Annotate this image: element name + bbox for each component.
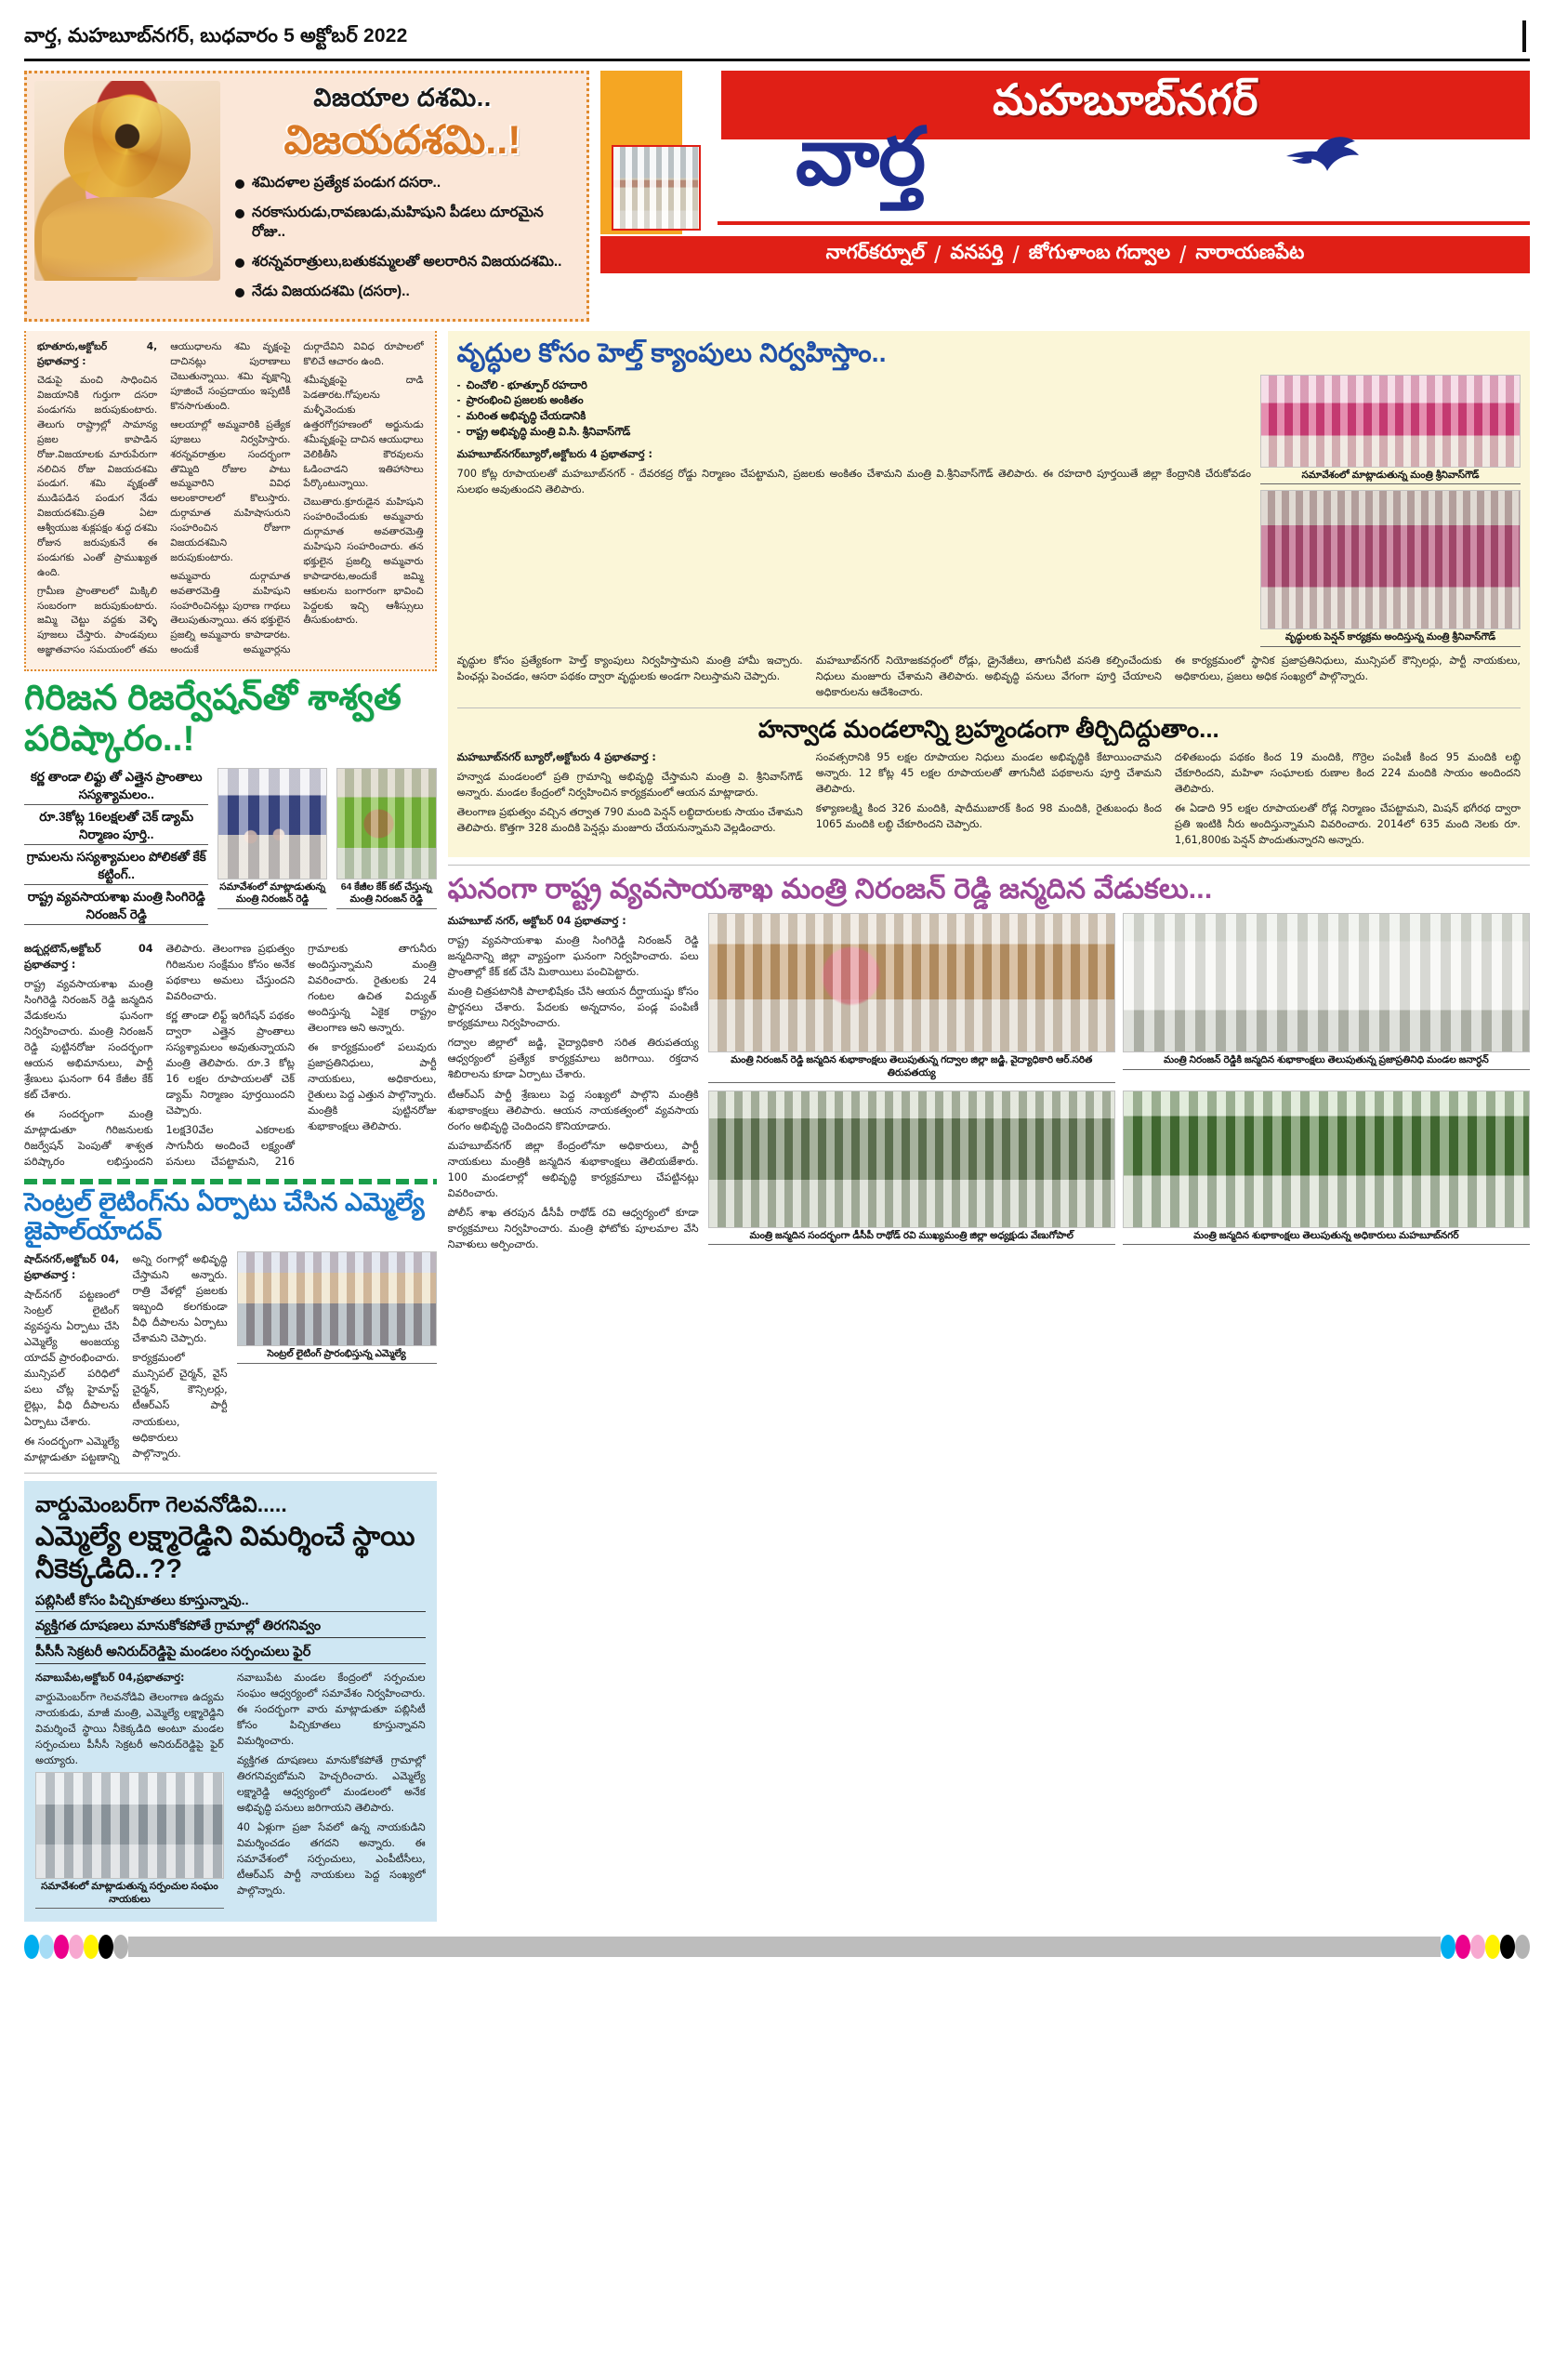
edge-registration-mark — [1522, 20, 1526, 52]
green-photo-meeting — [217, 768, 326, 879]
hanwada-paragraph: కళ్యాణలక్ష్మి కింద 326 మందికి, షాదీముబారక్ కింద 98 మందికి, రైతుబంధు కింద 1065 మందికి లబ్ధి చేకూరిందని చెప్పారు. — [815, 801, 1162, 830]
criticism-photo-caption: సమావేశంలో మాట్లాడుతున్న సర్పంచుల సంఘం నాయకులు — [35, 1879, 224, 1909]
masthead-main — [600, 71, 1530, 234]
birthday-paragraph: టీఆర్ఎస్ పార్టీ శ్రేణులు పెద్ద సంఖ్యలో పాల్గొని మంత్రికి శుభాకాంక్షలు తెలిపారు. ఆయన నాయకత్వంలో వ్యవసాయ రంగం అభివృద్ధి చెందిందని కొనియాడారు. — [447, 1088, 699, 1132]
edition-separator: / — [1179, 240, 1187, 269]
birthday-paragraph: మంత్రి చిత్రపటానికి పాలాభిషేకం చేసి ఆయన దీర్ఘాయుష్షు కోసం ప్రార్థనలు చేశారు. పేదలకు అన్నదానం, పండ్ల పంపిణీ కార్యక్రమాలు నిర్వహించారు. — [447, 985, 699, 1030]
reg-dot-light-magenta — [1470, 1935, 1485, 1959]
birthday-text-column — [448, 913, 699, 1255]
green-paragraph: రాష్ట్ర వ్యవసాయశాఖ మంత్రి సింగిరెడ్డి నిరంజన్ రెడ్డి జన్మదిన వేడుకలను ఘనంగా నిర్వహించారు. మంత్రి నిరంజన్ రెడ్డి పుట్టినరోజు సందర్భంగా ఆయన అభిమానులు, పార్టీ శ్రేణులు ఘనంగా 64 కేజీల కేక్ కట్ చేశారు. — [24, 978, 153, 1102]
dasara-bullet-list — [228, 174, 577, 302]
birthday-photo-3-caption: మంత్రి జన్మదిన సందర్భంగా డీసీపీ రాథోడ్ రవి ముఖ్యమంత్రి జిల్లా అధ్యక్షుడు వేణుగోపాల్ — [708, 1228, 1115, 1246]
health-paragraph: ఈ కార్యక్రమంలో స్థానిక ప్రజాప్రతినిధులు, మున్సిపల్ కౌన్సిలర్లు, పార్టీ నాయకులు, అధికారులు, ప్రజలు అధిక సంఖ్యలో పాల్గొన్నారు. — [1174, 654, 1521, 682]
dateline-paper-name: వార్త — [24, 25, 57, 46]
dasara-headline: విజయదశమి..! — [283, 117, 521, 163]
reg-dot-gray — [113, 1935, 128, 1959]
criticism-headline: ఎమ్మెల్యే లక్ష్మారెడ్డిని విమర్శించే స్థాయి నీకెక్కడిది..?? — [35, 1522, 415, 1584]
dasara-paragraph: చెడుపై మంచి సాధించిన విజయానికి గుర్తుగా దసరా పండుగను జరుపుకుంటారు. తెలుగు రాష్ట్రాల్లో సామాన్య ప్రజల కాపాడిన రోజు.విజయాలకు మారుపేరుగా నలిచిన రోజు విజయదశమి పండుగ. శమి వృక్షంతో ముడిపడిన పండుగ నేడు విజయదశమి.ప్రతి ఏటా ఆశ్వీయుజ శుక్లపక్షం శుద్ధ దశమి రోజున జరుపుకునే ఈ పండుగకు ఎంతో ప్రాముఖ్యత ఉంది. — [37, 375, 158, 578]
health-photo-column — [1260, 375, 1521, 647]
health-headline: వృద్ధుల కోసం హెల్త్ క్యాంపులు నిర్వహిస్తాం.. — [456, 338, 887, 368]
birthday-photo-officials — [1123, 1091, 1530, 1228]
lighting-paragraph: షాద్‌నగర్ పట్టణంలో సెంట్రల్ లైటింగ్ వ్యవస్థను ఏర్పాటు చేసి ఎమ్మెల్యే అంజయ్య యాదవ్ ప్రారంభించారు. మున్సిపల్ పరిధిలో పలు చోట్ల హైమాస్ట్ లైట్లు, వీధి దీపాలను ఏర్పాటు చేశారు. — [24, 1289, 120, 1428]
birthday-photo-grid — [708, 913, 1530, 1255]
health-intro-text — [457, 446, 1251, 497]
health-bullet: - మరింత అభివృద్ధి చేయడానికి — [457, 409, 1251, 425]
edition-separator: / — [1012, 240, 1020, 269]
birthday-paragraph: మహబూబ్‌నగర్ జిల్లా కేంద్రంలోనూ అధికారులు, పార్టీ నాయకులు మంత్రికి జన్మదిన శుభాకాంక్షలు తెలియజేశారు. 100 మండలాల్లో అభివృద్ధి కార్యక్రమాలు చేపట్టినట్లు వివరించారు. — [447, 1139, 699, 1199]
health-paragraph: మహబూబ్‌నగర్ నియోజకవర్గంలో రోడ్లు, డ్రైనేజీలు, తాగునీటి వసతి కల్పించేందుకు నిధులు మంజూరు చేశామని తెలిపారు. అభివృద్ధి పనులు వేగంగా పూర్తి చేయాలని అధికారులను ఆదేశించారు. — [815, 654, 1162, 698]
lighting-body-row — [24, 1251, 437, 1464]
green-photo-1-caption: సమావేశంలో మాట్లాడుతున్న మంత్రి నిరంజన్ రెడ్డి — [217, 879, 326, 909]
reg-dot-black — [99, 1935, 113, 1959]
dateline-place-date: , మహబూబ్‌నగర్, బుధవారం 5 అక్టోబర్ 2022 — [56, 25, 408, 46]
birthday-photo-row-1 — [708, 913, 1530, 1082]
edition-nagarkurnool[interactable]: నాగర్‌కర్నూల్ — [825, 241, 926, 263]
reg-dot-light-cyan — [39, 1935, 54, 1959]
dasara-bullet: శరన్నవరాత్రులు,బతుకమ్మలతో అలరారిన విజయదశమి.. — [233, 253, 577, 272]
left-column — [24, 331, 437, 1922]
registration-marks-row — [24, 1922, 1530, 1974]
green-paragraph: 1లక్ష30వేల ఎకరాలకు సాగునీరు అందించే లక్ష్యంతో పనులు చేపట్టామని, 216 గ్రామాలకు తాగునీరు అందిస్తున్నామని మంత్రి వివరించారు. రైతులకు 24 గంటల ఉచిత విద్యుత్ అందిస్తున్న ఏకైక రాష్ట్రం తెలంగాణ అని అన్నారు. — [165, 943, 437, 1169]
birthday-photo-4-caption: మంత్రి జన్మదిన శుభాకాంక్షలు తెలుపుతున్న అధికారులు మహబూబ్‌నగర్ — [1123, 1228, 1530, 1246]
durga-devi-photo — [34, 81, 220, 281]
health-photo-1-caption: సమావేశంలో మాట్లాడుతున్న మంత్రి శ్రీనివాస్‌గౌడ్ — [1260, 468, 1521, 485]
green-paragraph: ఈ కార్యక్రమంలో పలువురు ప్రజాప్రతినిధులు, పార్టీ నాయకులు, అధికారులు, రైతులు పెద్ద ఎత్తున పాల్గొన్నారు. మంత్రికి పుట్టినరోజు శుభాకాంక్షలు తెలిపారు. — [308, 1041, 437, 1133]
dasara-paragraph: చెబుతారు.క్రూరుడైన మహిషుని సంహరించేందుకు అమ్మవారు దుర్గామాత అవతారమెత్తి మహిషుని సంహరించారు. తన భక్తులైన ప్రజల్ని అమ్మవారు కాపాడారట,అందుకే జమ్మి ఆకులను బంగారంగా భావించి పెద్దలకు ఇచ్చి ఆశీస్సులు తీసుకుంటారు. — [303, 496, 424, 627]
birthday-paragraph: పోలీస్ శాఖ తరపున డీసీపీ రాథోడ్ రవి ఆధ్వర్యంలో కూడా కార్యక్రమాలు నిర్వహించారు. మంత్రి ఫోటోకు పూలమాల వేసి నివాళులు అర్పించారు. — [447, 1206, 699, 1250]
masthead-dam-photo — [612, 145, 701, 231]
right-column-divider — [448, 865, 1530, 866]
lighting-paragraph: కార్యక్రమంలో మున్సిపల్ చైర్మన్, వైస్ చైర్మన్, కౌన్సిలర్లు, టీఆర్ఎస్ పార్టీ నాయకులు, అధికారులు పాల్గొన్నారు. — [132, 1352, 228, 1460]
dasara-promo-box — [24, 71, 589, 322]
reg-dot-cyan — [24, 1935, 39, 1959]
green-kicker: రూ.3కోట్ల 16లక్షలతో చెక్ డ్యామ్ నిర్మాణం పూర్తి.. — [24, 808, 208, 845]
hanwada-paragraph: సంవత్సరానికి 95 లక్షల రూపాయల నిధులు మండల అభివృద్ధికి కేటాయించామని అన్నారు. 12 కోట్ల 45 లక్షల రూపాయలతో తాగునీటి పథకాలను పూర్తి చేశామని తెలిపారు. — [815, 750, 1162, 795]
birthday-body-row — [448, 913, 1530, 1255]
criticism-photo-wrap — [35, 1772, 224, 1909]
reg-dot-yellow — [84, 1935, 99, 1959]
lighting-photo — [237, 1251, 437, 1346]
hanwada-paragraph: హన్వాడ మండలంలో ప్రతి గ్రామాన్ని అభివృద్ధి చేస్తామని మంత్రి వి. శ్రీనివాస్‌గౌడ్ అన్నారు. మండల కేంద్రంలో నిర్వహించిన కార్యక్రమంలో ఆయన మాట్లాడారు. — [456, 770, 803, 799]
lighting-photo-wrap — [237, 1251, 437, 1464]
dasara-text-block — [228, 81, 577, 311]
hanwada-paragraph: తెలంగాణ ప్రభుత్వం వచ్చిన తర్వాత 790 మంది పెన్షన్ లబ్ధిదారులకు సాయం చేశామని తెలిపారు. కొత్తగా 328 మందికి పెన్షన్లు మంజూరు చేయనున్నామని వెల్లడించారు. — [456, 805, 803, 834]
dasara-byline: భూతూరు,అక్టోబర్ 4, ప్రభాతవార్త : — [37, 341, 158, 368]
reg-dot-cyan — [1441, 1935, 1455, 1959]
lighting-photo-caption: సెంట్రల్ లైటింగ్ ప్రారంభిస్తున్న ఎమ్మెల్యే — [237, 1346, 437, 1364]
health-hanwada-divider — [457, 707, 1521, 708]
edition-separator: / — [934, 240, 942, 269]
dasara-article-columns — [37, 340, 424, 658]
green-kicker-list — [24, 768, 208, 929]
health-paragraph: వృద్ధుల కోసం ప్రత్యేకంగా హెల్త్ క్యాంపులు నిర్వహిస్తామని మంత్రి హామీ ఇచ్చారు. పింఛన్లు పెంచడం, ఆసరా పథకం ద్వారా వృద్ధులకు అండగా నిలుస్తామని చెప్పారు. — [456, 654, 803, 682]
health-photo-meeting — [1260, 375, 1521, 468]
reg-dot-magenta — [54, 1935, 69, 1959]
health-bullet-list — [457, 378, 1251, 441]
lighting-headline: సెంట్రల్ లైటింగ్‌ను ఏర్పాటు చేసిన ఎమ్మెల్యే జైపాల్‌యాదవ్ — [24, 1188, 425, 1246]
criticism-section — [24, 1481, 437, 1923]
dasara-paragraph: ఆలయాల్లో అమ్మవారికి ప్రత్యేక పూజలు నిర్వహిస్తారు. శరన్నవరాత్రుల సందర్భంగా తొమ్మిది రోజుల పాటు అమ్మవారిని వివిధ అలంకారాలలో కొలుస్తారు. దుర్గామాత మహిషాసురుని సంహరించిన రోజుగా విజయదశమిని జరుపుకుంటారు. — [170, 418, 291, 563]
criticism-subhead: పబ్లిసిటీ కోసం పిచ్చికూతలు కూస్తున్నావు.. — [35, 1592, 426, 1613]
health-photo-pension — [1260, 490, 1521, 629]
criticism-paragraph: వార్డుమెంబర్‌గా గెలవనోడివి తెలంగాణ ఉద్యమ నాయకుడు, మాజీ మంత్రి, ఎమ్మెల్యే లక్ష్మారెడ్డిని విమర్శించే స్థాయి నీకెక్కడిది అంటూ మండల సర్పంచులు పీసీసీ సెక్రటరీ అనిరుద్‌రెడ్డిపై ఫైర్ అయ్యారు. — [35, 1691, 224, 1767]
lighting-paragraph: ఈ సందర్భంగా ఎమ్మెల్యే మాట్లాడుతూ పట్టణాన్ని అన్ని రంగాల్లో అభివృద్ధి చేస్తామని అన్నారు. రాత్రి వేళల్లో ప్రజలకు ఇబ్బంది కలగకుండా వీధి దీపాలను ఏర్పాటు చేశామని చెప్పారు. — [24, 1253, 228, 1463]
dasara-bullet: నేడు విజయదశమి (దసరా).. — [233, 283, 577, 302]
criticism-photo — [35, 1772, 224, 1879]
green-kicker-block — [24, 768, 208, 936]
birthday-paragraph: రాష్ట్ర వ్యవసాయశాఖ మంత్రి సింగిరెడ్డి నిరంజన్ రెడ్డి జన్మదినాన్ని జిల్లా వ్యాప్తంగా ఘనంగా నిర్వహించారు. పలు ప్రాంతాల్లో కేక్ కట్ చేసి మిఠాయిలు పంచిపెట్టారు. — [447, 934, 699, 979]
masthead-title: వార్త — [796, 112, 926, 202]
hanwada-section — [457, 716, 1521, 848]
green-photo-1-wrap — [217, 768, 326, 936]
health-byline: మహబూబ్‌నగర్‌బ్యూరో,అక్టోబరు 4 ప్రభాతవార్త : — [456, 447, 652, 460]
hanwada-columns — [457, 749, 1521, 848]
green-divider — [24, 1179, 437, 1184]
birthday-photo-1-wrap — [708, 913, 1115, 1082]
birthday-photo-3-wrap — [708, 1091, 1115, 1246]
dateline-row — [24, 20, 1530, 56]
criticism-paragraph: నవాబుపేట మండల కేంద్రంలో సర్పంచుల సంఘం ఆధ్వర్యంలో సమావేశం నిర్వహించారు. ఈ సందర్భంగా వారు మాట్లాడుతూ పబ్లిసిటీ కోసం పిచ్చికూతలు కూస్తున్నావని విమర్శించారు. — [236, 1671, 426, 1748]
criticism-subhead: పీసీసీ సెక్రటరీ అనిరుద్‌రెడ్డిపై మండలం సర్పంచులు ఫైర్ — [35, 1643, 426, 1664]
birthday-text-columns — [448, 913, 699, 1251]
edition-jogulamba-gadwal[interactable]: జోగుళాంబ గద్వాల — [1028, 241, 1171, 263]
green-byline: జడ్చర్లటౌన్,అక్టోబర్ 04 ప్రభాతవార్త : — [24, 943, 153, 972]
health-article-columns — [457, 653, 1521, 700]
birthday-headline: ఘనంగా రాష్ట్ర వ్యవసాయశాఖ మంత్రి నిరంజన్ రెడ్డి జన్మదిన వేడుకలు... — [447, 873, 1213, 905]
registration-bar — [128, 1937, 1441, 1957]
reg-dot-black — [1500, 1935, 1515, 1959]
right-column — [448, 331, 1530, 1922]
lighting-text-wrap — [24, 1251, 228, 1464]
top-band — [24, 71, 1530, 322]
criticism-columns — [35, 1670, 426, 1909]
health-bullet: - ప్రారంభించి ప్రజలకు అంకితం — [457, 393, 1251, 409]
dasara-article — [24, 331, 437, 671]
health-paragraph: 700 కోట్ల రూపాయలతో మహబూబ్‌నగర్ - దేవరకద్ర రోడ్డు నిర్మాణం చేపట్టామని, ప్రజలకు అంకితం చేశామని మంత్రి వి.శ్రీనివాస్‌గౌడ్ తెలిపారు. ఈ రహదారి పూర్తయితే జిల్లా కేంద్రానికి చేరుకోవడం సులభం అవుతుందని తెలిపారు. — [456, 467, 1251, 496]
birthday-paragraph: గద్వాల జిల్లాలో జడ్జి, వైద్యాధికారి సరిత తిరుపతయ్య ఆధ్వర్యంలో ప్రత్యేక కార్యక్రమాలు జరిగాయి. రక్తదాన శిబిరాలను కూడా ఏర్పాటు చేశారు. — [447, 1037, 699, 1081]
birthday-photo-police — [708, 1091, 1115, 1228]
criticism-byline: నవాబుపేట,అక్టోబర్ 04,ప్రభాతవార్త: — [35, 1671, 185, 1684]
birthday-photo-4-wrap — [1123, 1091, 1530, 1246]
green-paragraph: కర్ణ తాండా లిఫ్ట్ ఇరిగేషన్ పథకం ద్వారా ఎత్తైన ప్రాంతాలు సస్యశ్యామలం అవుతున్నాయని మంత్రి తెలిపారు. రూ.3 కోట్ల 16 లక్షల రూపాయలతో చెక్ డ్యామ్ నిర్మాణం పూర్తయిందని చెప్పారు. — [165, 1010, 296, 1117]
main-content-grid — [24, 331, 1530, 1922]
health-bullet: - చించోలి - భూత్పూర్ రహదారి — [457, 378, 1251, 394]
dasara-bullet: శమిదళాల ప్రత్యేక పండుగ దసరా.. — [233, 174, 577, 193]
dasara-kicker: విజయాల దశమి.. — [313, 84, 492, 112]
dasara-paragraph: అమ్మవారు దుర్గామాత అవతారమెత్తి మహిషుని సంహరించినట్లు పురాణ గాథలు తెలుపుతున్నాయి. తన భక్తులైన ప్రజల్ని అమ్మవారు కాపాడారట. అందుకే అమ్మవార్లను దుర్గాదేవిని వివిధ రూపాలలో కొలిచే ఆచారం ఉంది. — [170, 341, 424, 656]
reg-dot-magenta — [1455, 1935, 1470, 1959]
lighting-section — [24, 1188, 437, 1464]
dasara-paragraph: శమీవృక్షంపై దాడి పెడతారట.గోపులను మళ్ళీవెందుకు ఉత్తరగోగ్రహణంలో అర్జునుడు శమీవృక్షంపై దాచిన ఆయుధాలు వెలికితీసి కౌరవులను ఓడించాడని ఇతిహాసాలు పేర్కొంటున్నాయి. — [303, 375, 424, 490]
green-headline: గిరిజన రిజర్వేషన్‌తో శాశ్వత పరిష్కారం..! — [24, 679, 402, 759]
reg-dot-light-magenta — [69, 1935, 84, 1959]
green-kicker: గ్రామలను సస్యశ్యామలం పోలికతో కేక్ కట్టింగ్.. — [24, 848, 208, 885]
masthead-editions-strip — [600, 236, 1530, 273]
edition-narayanpet[interactable]: నారాయణపేట — [1195, 241, 1305, 263]
green-top-row — [24, 768, 437, 936]
minister-birthday-section — [448, 873, 1530, 1256]
health-photo-2-caption: వృద్ధులకు పెన్షన్ కార్యక్రమ అందిస్తున్న మంత్రి శ్రీనివాస్‌గౌడ్ — [1260, 629, 1521, 647]
green-paragraph: ఈ సందర్భంగా మంత్రి మాట్లాడుతూ గిరిజనులకు రిజర్వేషన్ పెంపుతో శాశ్వత పరిష్కారం లభిస్తుందని తెలిపారు. తెలంగాణ ప్రభుత్వం గిరిజనుల సంక్షేమం కోసం అనేక పథకాలు అమలు చేస్తుందని వివరించారు. — [24, 943, 296, 1169]
criticism-kicker: వార్డుమెంబర్‌గా గెలవనోడివి..... — [35, 1491, 287, 1516]
birthday-photo-1-caption: మంత్రి నిరంజన్ రెడ్డి జన్మదిన శుభాకాంక్షలు తెలుపుతున్న గద్వాల జిల్లా జడ్జి, వైద్యాధికారి ఆర్.సరిత తిరుపతయ్య — [708, 1052, 1115, 1082]
green-photo-cake — [336, 768, 437, 879]
green-kicker: రాష్ట్ర వ్యవసాయశాఖ మంత్రి సింగిరెడ్డి నిరంజన్ రెడ్డి — [24, 888, 208, 925]
masthead-district-label: మహబూబ్‌నగర్ — [993, 75, 1258, 124]
health-top-row — [457, 375, 1521, 647]
green-kicker: కర్ణ తాండా లిఫ్టు తో ఎత్తైన ప్రాంతాలు సస్యశ్యామలం.. — [24, 768, 208, 805]
lighting-byline: షాద్‌నగర్,అక్టోబర్ 04, ప్రభాతవార్త : — [24, 1253, 120, 1282]
hanwada-paragraph: ఈ ఏడాది 95 లక్షల రూపాయలతో రోడ్ల నిర్మాణం చేపట్టామని, మిషన్ భగీరథ ద్వారా ప్రతి ఇంటికి నీరు అందిస్తున్నామని వివరించారు. 2014లో 635 మంది నెలకు రూ. 1,61,800కు పెన్షన్ పొందుతున్నారని అన్నారు. — [1174, 801, 1521, 846]
dove-icon — [1279, 125, 1390, 182]
birthday-photo-2-wrap — [1123, 913, 1530, 1082]
hanwada-headline: హన్వాడ మండలాన్ని బ్రహ్మండంగా తీర్చిదిద్దుతాం... — [757, 714, 1219, 743]
health-left-text — [457, 375, 1251, 647]
green-section — [24, 679, 437, 1170]
lighting-columns — [24, 1251, 228, 1464]
hanwada-byline: మహబూబ్‌నగర్ బ్యూరో,అక్టోబరు 4 ప్రభాతవార్త : — [456, 750, 656, 763]
edition-wanaparthy[interactable]: వనపర్తి — [950, 241, 1004, 263]
green-article-columns — [24, 941, 437, 1170]
criticism-subhead: వ్యక్తిగత దూషణలు మానుకోకపోతే గ్రామాల్లో తిరగనివ్వం — [35, 1617, 426, 1638]
dasara-paragraph: గ్రామీణ ప్రాంతాలలో మిక్కిలి సంబరంగా జరుపుకుంటారు. జమ్మి చెట్టు వద్దకు వెళ్ళి పూజలు చేస్తారు. పాండవులు అజ్ఞాతవాసం సమయంలో తమ ఆయుధాలను శమి వృక్షంపై దాచినట్లు పురాణాలు చెబుతున్నాయి. శమి వృక్షాన్ని పూజించే సంప్రదాయం ఇప్పటికీ కొనసాగుతుంది. — [37, 341, 291, 656]
reg-dot-yellow — [1485, 1935, 1500, 1959]
birthday-photo-felicitation — [708, 913, 1115, 1052]
masthead — [600, 71, 1530, 322]
hanwada-paragraph: దళితబంధు పథకం కింద 19 మందికి, గొర్రెల పంపిణీ కింద 95 మందికి లబ్ధి చేకూరిందని, మహిళా సంఘాలకు రుణాల కింద 224 మందికి సాయం అందిందని తెలిపారు. — [1174, 750, 1521, 795]
green-photo-2-wrap — [336, 768, 437, 936]
health-bullet: - రాష్ట్ర అభివృద్ధి మంత్రి వి.సి. శ్రీనివాస్‌గౌడ్ — [457, 425, 1251, 441]
dasara-bullet: నరకాసురుడు,రావణుడు,మహిషుని పీడలు దూరమైన రోజు.. — [233, 204, 577, 243]
criticism-paragraph: 40 ఏళ్లుగా ప్రజా సేవలో ఉన్న నాయకుడిని విమర్శించడం తగదని అన్నారు. ఈ సమావేశంలో సర్పంచులు, ఎంపీటీసీలు, టీఆర్ఎస్ పార్టీ నాయకులు పెద్ద సంఖ్యలో పాల్గొన్నారు. — [236, 1821, 426, 1897]
criticism-paragraph: వ్యక్తిగత దూషణలు మానుకోకపోతే గ్రామాల్లో తిరగనివ్వబోమని హెచ్చరించారు. ఎమ్మెల్యే లక్ష్మారెడ్డి ఆధ్వర్యంలో మండలంలో అనేక అభివృద్ధి పనులు జరిగాయని తెలిపారు. — [236, 1754, 426, 1815]
dateline — [24, 25, 408, 52]
birthday-photo-2-caption: మంత్రి నిరంజన్ రెడ్డికి జన్మదిన శుభాకాంక్షలు తెలుపుతున్న ప్రజాప్రతినిధి మండల జనార్ధన్ — [1123, 1052, 1530, 1070]
birthday-photo-row-2 — [708, 1091, 1530, 1246]
dateline-rule — [24, 59, 1530, 61]
health-panel — [448, 331, 1530, 857]
reg-dot-gray — [1515, 1935, 1530, 1959]
birthday-byline: మహబూబ్ నగర్, అక్టోబర్ 04 ప్రభాతవార్త : — [447, 915, 626, 928]
green-photo-2-caption: 64 కేజీల కేక్ కట్ చేస్తున్న మంత్రి నిరంజన్ రెడ్డి — [336, 879, 437, 909]
masthead-underline — [718, 221, 1530, 225]
left-column-divider — [24, 1473, 437, 1474]
birthday-photo-greeting — [1123, 913, 1530, 1052]
